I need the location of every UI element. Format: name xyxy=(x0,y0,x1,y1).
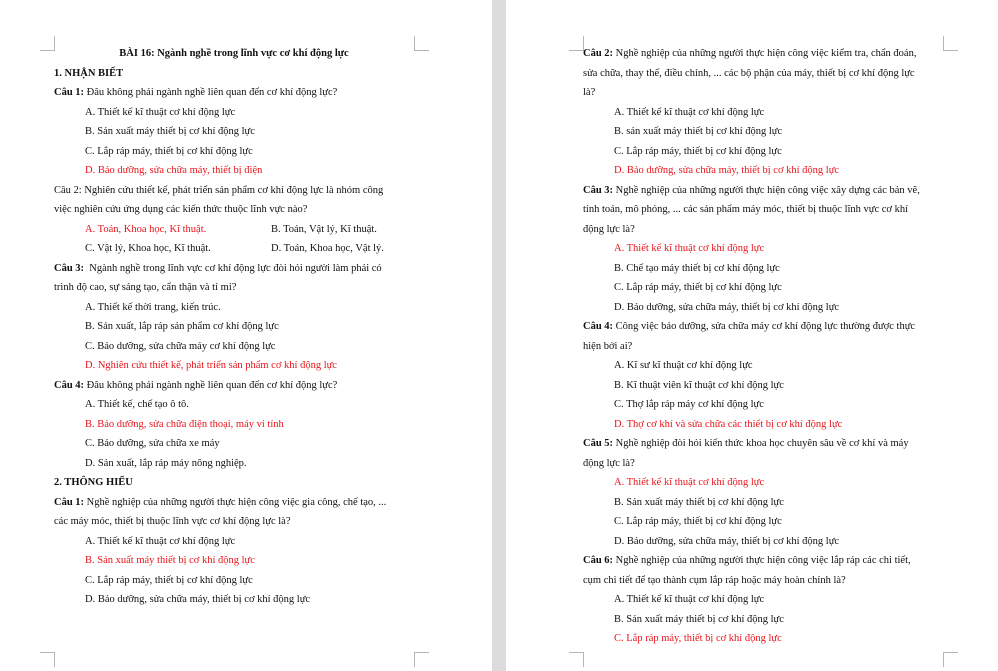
option-c: C. Lắp ráp máy, thiết bị cơ khí động lực xyxy=(85,145,253,157)
question-label: Câu 4: xyxy=(583,321,614,332)
question-text: Nghề nghiệp đòi hỏi kiến thức khoa học chuyên sâu về cơ khí và máy xyxy=(613,438,909,449)
option-c: C. Lắp ráp máy, thiết bị cơ khí động lực xyxy=(614,145,782,157)
question-2-line-1: Câu 2: Nghiên cứu thiết kế, phát triển sản phẩm cơ khí động lực là nhóm công xyxy=(54,184,384,196)
question-5-line-1 xyxy=(54,493,414,513)
question-label: Câu 3: xyxy=(54,262,85,274)
option-b: B. Sản xuất máy thiết bị cơ khí động lực xyxy=(614,613,784,625)
question-r5-line-2: động lực là? xyxy=(583,457,635,469)
option-b: B. Kĩ thuật viên kĩ thuật cơ khí động lực xyxy=(614,379,784,391)
question-r5-line-1 xyxy=(583,434,943,454)
question-r3-line-1 xyxy=(583,181,943,201)
option-b: B. Toán, Vật lý, Kĩ thuật. xyxy=(271,223,377,235)
question-text: Ngành nghề trong lĩnh vực cơ khí động lực đòi hỏi người làm phải có xyxy=(84,262,382,274)
option-a-answer: A. Toán, Khoa học, Kĩ thuật. xyxy=(85,223,207,235)
section-heading-recognition: 1. NHẬN BIẾT xyxy=(54,67,124,79)
question-3-line-2: trình độ cao, sự sáng tạo, cẩn thận và tỉ mỉ? xyxy=(54,282,237,293)
option-d: D. Bảo dưỡng, sửa chữa máy, thiết bị cơ khí động lực xyxy=(614,535,840,547)
option-c: C. Lắp ráp máy, thiết bị cơ khí động lực xyxy=(614,516,782,527)
option-d: D. Bảo dưỡng, sửa chữa máy, thiết bị cơ khí động lực xyxy=(614,301,840,313)
options-row-ab xyxy=(54,220,414,240)
question-2-line-2: việc nghiên cứu ứng dụng các kiến thức thuộc lĩnh vực nào? xyxy=(54,204,308,215)
option-b: B. Sản xuất máy thiết bị cơ khí động lực xyxy=(614,496,784,508)
crop-mark-bottom-right xyxy=(414,652,429,667)
option-d: D. Sản xuất, lắp ráp máy nông nghiệp. xyxy=(85,457,247,469)
question-r3-line-3: động lực là? xyxy=(583,223,635,235)
question-1 xyxy=(54,83,414,103)
question-text: Nghề nghiệp của những người thực hiện công việc lắp ráp các chi tiết, xyxy=(613,555,911,566)
question-r3-line-2: tính toán, mô phỏng, ... các sản phẩm máy móc, thiết bị thuộc lĩnh vực cơ khí xyxy=(583,204,909,215)
crop-mark-top-left xyxy=(569,36,584,51)
question-label: Câu 1: xyxy=(54,87,85,98)
question-3-line-1 xyxy=(54,259,414,279)
option-a-answer: A. Thiết kế kĩ thuật cơ khí động lực xyxy=(614,477,765,488)
option-c: C. Thợ lắp ráp máy cơ khí động lực xyxy=(614,399,764,410)
option-d-answer: D. Nghiên cứu thiết kế, phát triển sản phẩm cơ khí động lực xyxy=(85,360,337,371)
option-b: B. Sản xuất máy thiết bị cơ khí động lực xyxy=(85,126,255,137)
option-a: A. Thiết kế kĩ thuật cơ khí động lực xyxy=(614,594,765,605)
question-r2-line-1 xyxy=(583,44,943,64)
option-c-answer: C. Lắp ráp máy, thiết bị cơ khí động lực xyxy=(614,633,782,644)
left-page-content xyxy=(54,44,414,610)
question-text: Công việc bảo dưỡng, sửa chữa máy cơ khí động lực thường được thực xyxy=(613,321,916,332)
option-d-answer: D. Bảo dưỡng, sửa chữa máy, thiết bị điện xyxy=(85,165,263,176)
option-b: B. Chế tạo máy thiết bị cơ khí động lực xyxy=(614,262,780,274)
question-label: Câu 6: xyxy=(583,555,614,566)
option-d-answer: D. Thợ cơ khí và sửa chữa các thiết bị cơ khí động lực xyxy=(614,418,843,430)
question-text: Đâu không phải ngành nghề liên quan đến cơ khí động lực? xyxy=(84,379,338,391)
question-label: Câu 5: xyxy=(583,438,614,449)
question-r6-line-1 xyxy=(583,551,943,571)
option-c: C. Lắp ráp máy, thiết bị cơ khí động lực xyxy=(85,574,253,586)
lesson-title: BÀI 16: Ngành nghề trong lĩnh vực cơ khí động lực xyxy=(119,48,349,59)
crop-mark-top-left xyxy=(40,36,55,51)
question-4 xyxy=(54,376,414,396)
question-text: Nghề nghiệp của những người thực hiện công việc gia công, chế tạo, ... xyxy=(84,496,387,508)
crop-mark-top-right xyxy=(943,36,958,51)
crop-mark-bottom-left xyxy=(569,652,584,667)
question-label: Câu 4: xyxy=(54,379,85,391)
option-a: A. Kĩ sư kĩ thuật cơ khí động lực xyxy=(614,360,753,371)
option-b-answer: B. Bảo dưỡng, sửa chữa điện thoại, máy vi tính xyxy=(85,418,284,430)
page-gap xyxy=(492,0,506,671)
crop-mark-bottom-left xyxy=(40,652,55,667)
question-label: Câu 1: xyxy=(54,496,85,508)
option-a: A. Thiết kế kĩ thuật cơ khí động lực xyxy=(85,106,236,118)
question-text: Nghề nghiệp của những người thực hiện công việc xây dựng các bản vẽ, xyxy=(613,184,920,196)
right-page-content xyxy=(583,44,943,649)
question-r2-line-3: là? xyxy=(583,87,596,98)
option-b-answer: B. Sản xuất máy thiết bị cơ khí động lực xyxy=(85,555,255,566)
question-5-line-2: các máy móc, thiết bị thuộc lĩnh vực cơ khí động lực là? xyxy=(54,516,291,527)
option-b: B. sản xuất máy thiết bị cơ khí động lực xyxy=(614,126,783,137)
option-a: A. Thiết kế kĩ thuật cơ khí động lực xyxy=(614,106,765,118)
question-label: Câu 3: xyxy=(583,184,614,196)
options-row-cd xyxy=(54,239,414,259)
option-c: C. Bảo dưỡng, sửa chữa máy cơ khí động lực xyxy=(85,340,276,352)
question-label: Câu 2: xyxy=(583,48,614,59)
option-a: A. Thiết kế thời trang, kiến trúc. xyxy=(85,301,221,313)
question-r4-line-2: hiện bởi ai? xyxy=(583,340,633,352)
document-page-right[interactable] xyxy=(506,0,998,671)
crop-mark-top-right xyxy=(414,36,429,51)
question-r2-line-2: sửa chữa, thay thế, điều chỉnh, ... các bộ phận của máy, thiết bị cơ khí động lực xyxy=(583,67,915,79)
option-b: B. Sản xuất, lắp ráp sản phẩm cơ khí động lực xyxy=(85,321,279,332)
option-d: D. Toán, Khoa học, Vật lý. xyxy=(271,243,384,254)
question-r4-line-1 xyxy=(583,317,943,337)
option-a-answer: A. Thiết kế kĩ thuật cơ khí động lực xyxy=(614,243,765,254)
option-d: D. Bảo dưỡng, sửa chữa máy, thiết bị cơ khí động lực xyxy=(85,594,311,605)
crop-mark-bottom-right xyxy=(943,652,958,667)
option-a: A. Thiết kế, chế tạo ô tô. xyxy=(85,399,189,410)
question-r6-line-2: cụm chi tiết để tạo thành cụm lắp ráp hoặc máy hoàn chỉnh là? xyxy=(583,574,846,586)
option-d-answer: D. Bảo dưỡng, sửa chữa máy, thiết bị cơ khí động lực xyxy=(614,165,840,176)
document-page-left[interactable] xyxy=(0,0,492,671)
option-a: A. Thiết kế kĩ thuật cơ khí động lực xyxy=(85,535,236,547)
question-text: Nghề nghiệp của những người thực hiện công việc kiểm tra, chẩn đoán, xyxy=(613,48,917,59)
question-text: Đâu không phải ngành nghề liên quan đến cơ khí động lực? xyxy=(84,87,338,98)
option-c: C. Bảo dưỡng, sửa chữa xe máy xyxy=(85,438,220,449)
option-c: C. Lắp ráp máy, thiết bị cơ khí động lực xyxy=(614,282,782,293)
option-c: C. Vật lý, Khoa học, Kĩ thuật. xyxy=(85,243,211,254)
section-heading-understanding: 2. THÔNG HIỂU xyxy=(54,477,133,488)
